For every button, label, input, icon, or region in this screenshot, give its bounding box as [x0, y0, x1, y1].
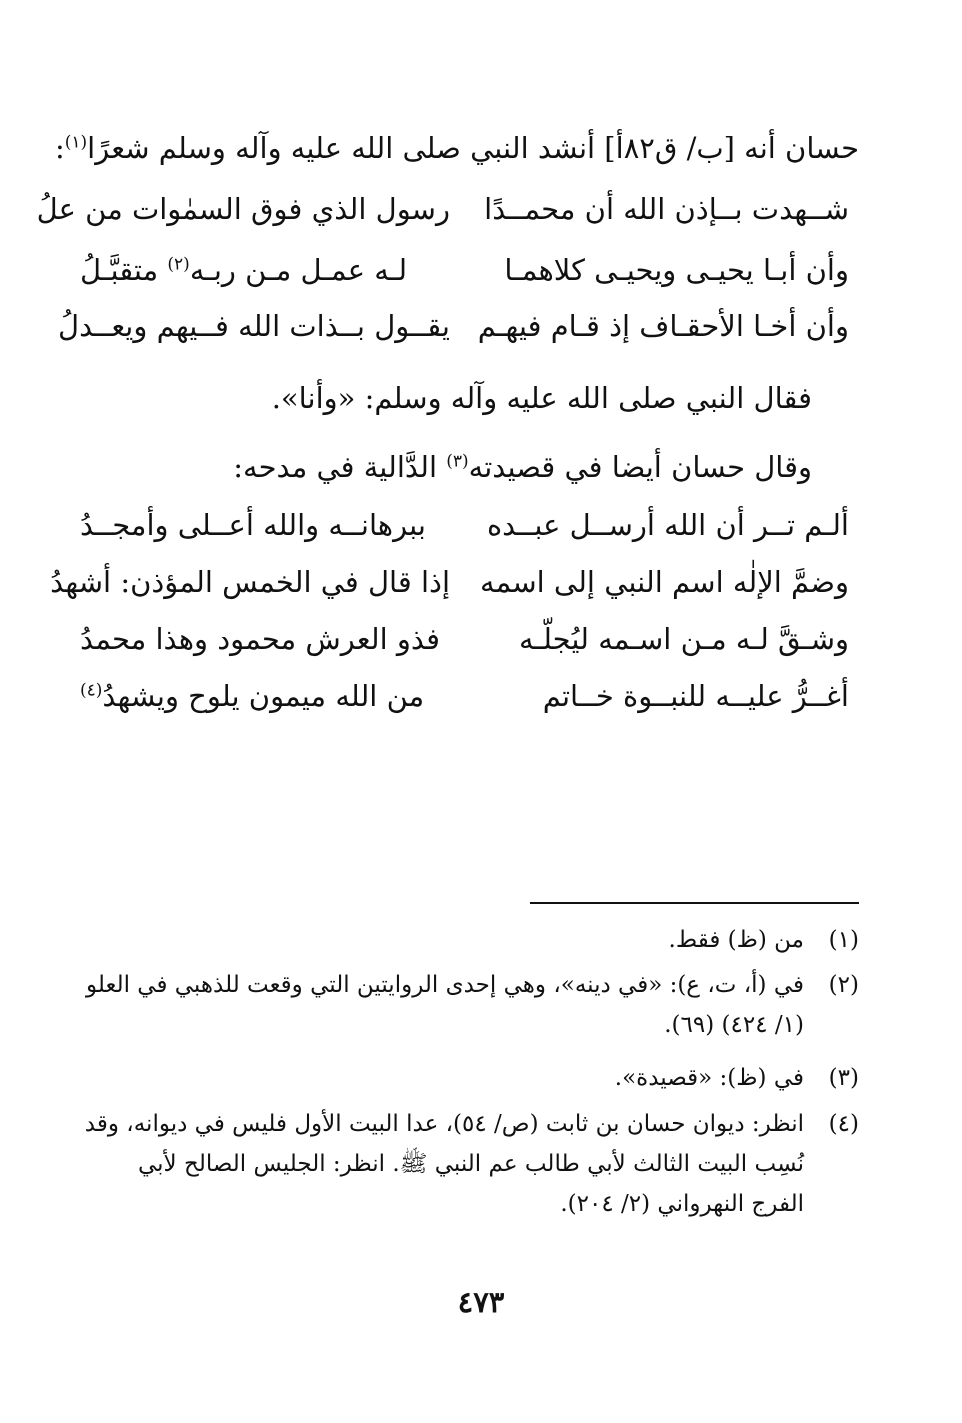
poem1-verse-3 — [58, 306, 849, 346]
hemistich-first: ألـم تــر أن الله أرســل عبــده — [486, 508, 849, 542]
poem2-verse-3 — [80, 619, 849, 659]
intro-text: حسان أنه [ب/ ق٨٢أ] أنشد النبي صلى الله عليه وآله وسلم شعرًا — [87, 131, 859, 165]
hemistich-second — [80, 250, 450, 290]
poem2-verse-1 — [80, 505, 849, 545]
footnote-ref-4: (٤) — [80, 680, 103, 701]
poem2-verse-4 — [80, 676, 849, 716]
intro2-before: وقال حسان أيضا في قصيدته — [468, 450, 812, 484]
footnote-number: (٣) — [828, 1065, 859, 1091]
hemistich-first: شــهدت بــإذن الله أن محمــدًا — [484, 192, 849, 226]
hemistich-second: إذا قال في الخمس المؤذن: أشهدُ — [50, 565, 450, 599]
intro2-after: الدَّالية في مدحه: — [233, 450, 447, 484]
intro-colon: : — [54, 131, 65, 165]
hemistich-second: ببرهانــه والله أعــلى وأمجــدُ — [80, 508, 426, 542]
page-number: ٤٧٣ — [457, 1285, 505, 1319]
footnote-number: (٤) — [828, 1111, 859, 1137]
intro-line — [54, 128, 859, 168]
footnote-ref-3: (٣) — [446, 451, 469, 472]
hemistich-first: وشـقَّ لـه مـن اسـمه ليُجلّـه — [519, 622, 849, 656]
hemistich-second: فذو العرش محمود وهذا محمدُ — [80, 622, 440, 656]
footnote-ref-1: (١) — [64, 132, 88, 153]
hemistich-second-part2: متقبَّـلُ — [80, 253, 168, 287]
footnote-number: (٢) — [828, 972, 859, 998]
poem1-verse-1 — [36, 189, 849, 229]
hemistich-first: أغــرُّ عليــه للنبــوة خــاتم — [542, 679, 849, 713]
hemistich-second: رسول الذي فوق السمٰوات من علُ — [36, 192, 450, 226]
intro2-line — [80, 447, 812, 487]
footnote-number: (١) — [828, 927, 859, 953]
hemistich-first: وأن أبـا يحيـى ويحيـى كلاهمـا — [504, 253, 849, 287]
reply-line: فقال النبي صلى الله عليه وآله وسلم: «وأنا». — [271, 381, 812, 415]
poem1-verse-2 — [80, 250, 849, 290]
footnote-text: في (ظ): «قصيدة». — [614, 1065, 804, 1091]
footnote-text: انظر: ديوان حسان بن ثابت (ص/ ٥٤)، عدا البيت الأول فليس في ديوانه، وقد نُسِب البيت الثالث لأبي طالب عم النبي ﷺ. انظر: الجليس الصالح لأبي الفرج النهرواني (٢/ ٢٠٤). — [84, 1111, 804, 1217]
footnote-2 — [80, 965, 859, 1045]
hemistich-second-text: من الله ميمون يلوح ويشهدُ — [102, 679, 425, 713]
hemistich-first: وضمَّ الإلٰه اسم النبي إلى اسمه — [480, 565, 849, 599]
footnote-3 — [80, 1058, 859, 1098]
hemistich-second-part1: لـه عمـل مـن ربـه — [189, 253, 408, 287]
footnote-text: من (ظ) فقط. — [668, 927, 804, 953]
hemistich-second: يقــول بــذات الله فــيهم ويعــدلُ — [58, 309, 450, 343]
footnote-separator — [530, 902, 859, 904]
footnote-4 — [80, 1104, 859, 1224]
hemistich-first: وأن أخـا الأحقـاف إذ قـام فيهـم — [477, 309, 849, 343]
footnote-text: في (أ، ت، ع): «في دينه»، وهي إحدى الروايتين التي وقعت للذهبي في العلو (١/ ٤٢٤) (٦٩). — [85, 972, 804, 1038]
poem2-verse-2 — [50, 562, 849, 602]
hemistich-second — [80, 676, 450, 716]
footnote-ref-2: (٢) — [167, 254, 190, 275]
footnote-1 — [80, 920, 859, 960]
